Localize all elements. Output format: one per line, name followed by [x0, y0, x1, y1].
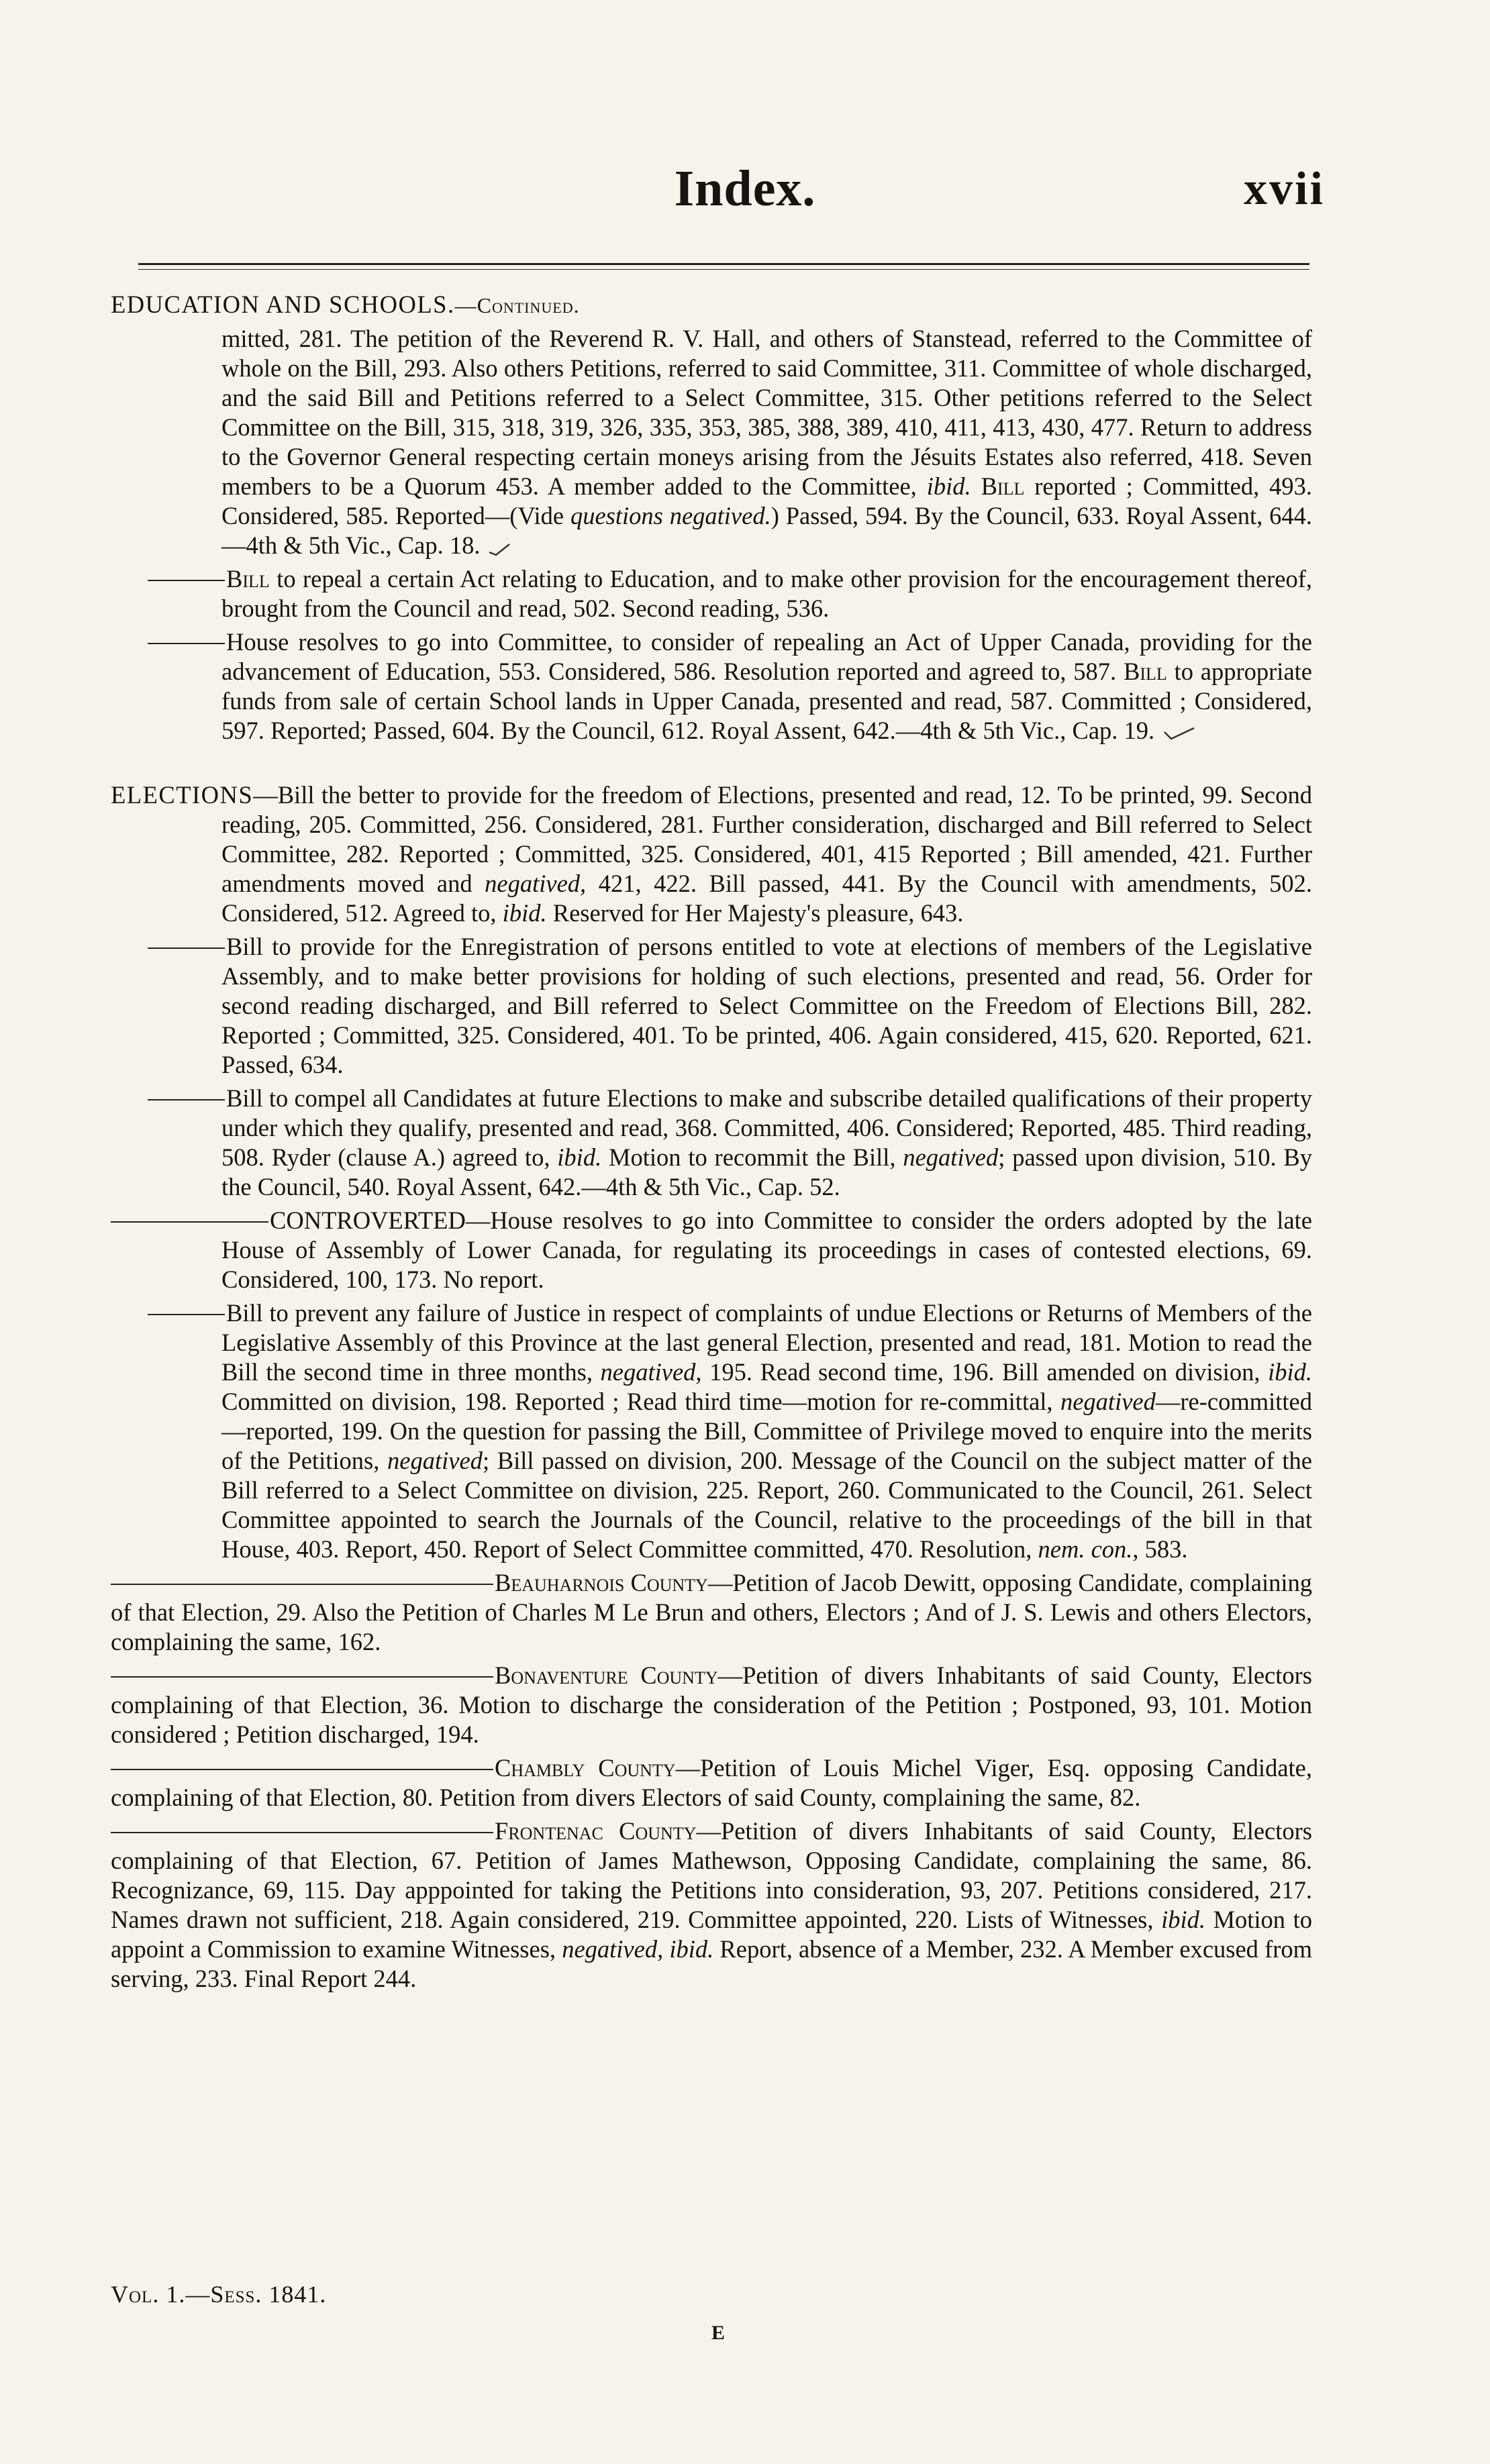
continued-label: —Continued.: [454, 293, 580, 317]
index-entry-controverted-1: CONTROVERTED—House resolves to go into Committee to consider the orders adopted by the late House of Assembly of Lower Canada, for regulating its proceedings in cases of contested elections, 69. Considered, 100, 173. No report.: [111, 1206, 1312, 1294]
header-rule-thin: [138, 269, 1309, 270]
index-entry-education-3: House resolves to go into Committee, to consider of repealing an Act of Upper Canada, providing for the advancement of Education, 553. Considered, 586. Resolution reported and agreed to, 587. Bill to appropriate funds from sale of certain School lands in Upper Canada, presented and read, 587. Committed ; Considered, 597. Reported; Passed, 604. By the Council, 612. Royal Assent, 642.—4th & 5th Vic., Cap. 19.: [111, 627, 1312, 746]
index-entry-elections-3: Bill to compel all Candidates at future Elections to make and subscribe detailed qualifications of their property under which they qualify, presented and read, 368. Committed, 406. Considered; Reported, 485. Third reading, 508. Ryder (clause A.) agreed to, ibid. Motion to recommit the Bill, negatived; passed upon division, 510. By the Council, 540. Royal Assent, 642.—4th & 5th Vic., Cap. 52.: [111, 1084, 1312, 1202]
continuation-dash: [111, 1676, 493, 1678]
education-heading-line: [111, 290, 1312, 320]
header-rule-thick: [138, 263, 1309, 265]
continuation-dash: [148, 643, 225, 644]
index-entry-elections-1: ELECTIONS—Bill the better to provide for the freedom of Elections, presented and read, 12. To be printed, 99. Second reading, 205. Committed, 256. Considered, 281. Further consideration, discharged and Bill referred to Select Committee, 282. Reported ; Committed, 325. Considered, 401, 415 Reported ; Bill amended, 421. Further amendments moved and negatived, 421, 422. Bill passed, 441. By the Council with amendments, 502. Considered, 512. Agreed to, ibid. Reserved for Her Majesty's pleasure, 643.: [111, 781, 1313, 927]
section-heading-education: EDUCATION AND SCHOOLS.: [111, 291, 455, 318]
page-title: Index.: [674, 160, 816, 217]
section-heading-elections: ELECTIONS: [111, 781, 254, 809]
index-entry-controverted-2: Bill to prevent any failure of Justice in respect of complaints of undue Elections or Returns of Members of the Legislative Assembly of this Province at the last general Election, presented and read, 181. Motion to read the Bill the second time in three months, negatived, 195. Read second time, 196. Bill amended on division, ibid. Committed on division, 198. Reported ; Read third time—motion for re-committal, negatived—re-committed—reported, 199. On the question for passing the Bill, Committee of Privilege moved to enquire into the merits of the Petitions, negatived; Bill passed on division, 200. Message of the Council on the subject matter of the Bill referred to a Select Committee on division, 225. Report, 260. Communicated to the Council, 261. Select Committee appointed to search the Journals of the Council, relative to the proceedings of the bill in that House, 403. Report, 450. Report of Select Committee committed, 470. Resolution, nem. con., 583.: [111, 1298, 1312, 1564]
continuation-dash: [148, 1099, 225, 1100]
signature-mark: E: [711, 2322, 726, 2344]
volume-session-note: Vol. 1.—Sess. 1841.: [111, 2281, 327, 2308]
continuation-dash: [148, 1314, 225, 1315]
continuation-dash: [111, 1832, 493, 1833]
index-entry-elections-2: Bill to provide for the Enregistration of persons entitled to vote at elections of members of the Legislative Assembly, and to make better provisions for holding of such elections, presented and read, 56. Order for second reading discharged, and Bill referred to Select Committee on the Freedom of Elections Bill, 282. Reported ; Committed, 325. Considered, 401. To be printed, 406. Again considered, 415, 620. Reported, 621. Passed, 634.: [111, 932, 1312, 1080]
index-entry-chambly: Chambly County—Petition of Louis Michel Viger, Esq. opposing Candidate, complaining of that Election, 80. Petition from divers Electors of said County, complaining the same, 82.: [111, 1754, 1312, 1811]
handwritten-check-mark: [1160, 719, 1201, 733]
continuation-dash: [148, 947, 225, 949]
continuation-dash: [111, 1769, 493, 1770]
index-entry-beauharnois: Beauharnois County—Petition of Jacob Dewitt, opposing Candidate, complaining of that Election, 29. Also the Petition of Charles M Le Brun and others, Electors ; And of J. S. Lewis and others Electors, complaining the same, 162.: [111, 1569, 1313, 1655]
index-entry-education-2: Bill to repeal a certain Act relating to Education, and to make other provision for the encouragement thereof, brought from the Council and read, 502. Second reading, 536.: [111, 564, 1312, 623]
continuation-dash: [111, 1221, 268, 1223]
handwritten-check-mark: [487, 533, 527, 548]
page-number: xvii: [1244, 163, 1325, 215]
continuation-dash: [111, 1584, 493, 1585]
continuation-dash: [148, 580, 225, 581]
index-entry-bonaventure: Bonaventure County—Petition of divers Inhabitants of said County, Electors complaining of that Election, 36. Motion to discharge the consideration of the Petition ; Postponed, 93, 101. Motion considered ; Petition discharged, 194.: [111, 1661, 1312, 1748]
index-entry-frontenac: Frontenac County—Petition of divers Inhabitants of said County, Electors complaining of that Election, 67. Petition of James Mathewson, Opposing Candidate, complaining the same, 86. Recognizance, 69, 115. Day apppointed for taking the Petitions into consideration, 93, 207. Petitions considered, 217. Names drawn not sufficient, 218. Again considered, 219. Committee appointed, 220. Lists of Witnesses, ibid. Motion to appoint a Commission to examine Witnesses, negatived, ibid. Report, absence of a Member, 232. A Member excused from serving, 233. Final Report 244.: [111, 1817, 1313, 1992]
index-entry-education-1: mitted, 281. The petition of the Reverend R. V. Hall, and others of Stanstead, referred to the Committee of whole on the Bill, 293. Also others Petitions, referred to said Committee, 311. Committee of whole discharged, and the said Bill and Petitions referred to a Select Committee, 315. Other petitions referred to the Select Committee on the Bill, 315, 318, 319, 326, 335, 353, 385, 388, 389, 410, 411, 413, 430, 477. Return to address to the Governor General respecting certain moneys arising from the Jésuits Estates also referred, 418. Seven members to be a Quorum 453. A member added to the Committee, ibid. Bill reported ; Committed, 493. Considered, 585. Reported—(Vide questions negatived.) Passed, 594. By the Council, 633. Royal Assent, 644.—4th & 5th Vic., Cap. 18.: [221, 325, 1313, 559]
index-body: [111, 290, 1312, 1994]
